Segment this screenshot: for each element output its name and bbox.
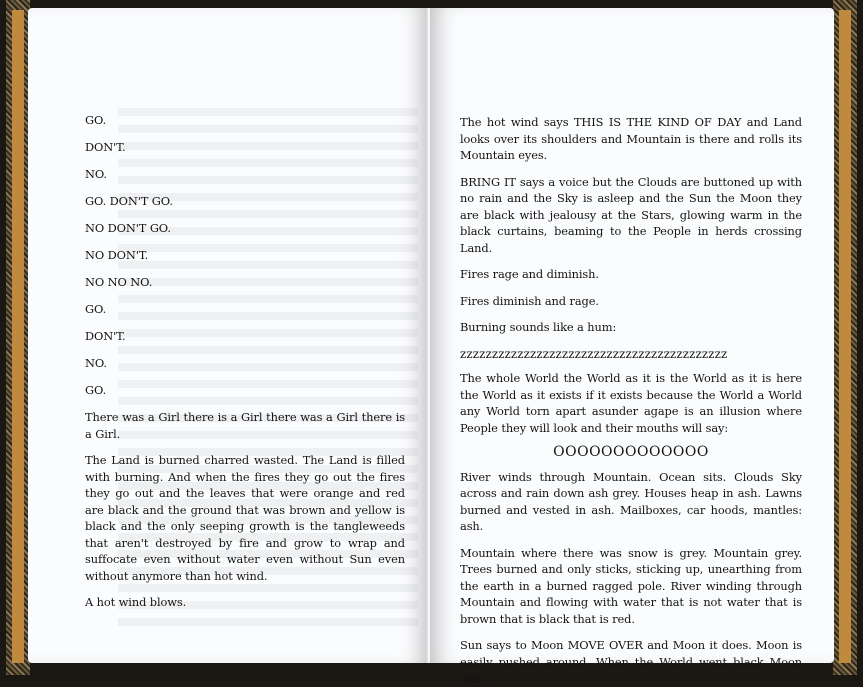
- line-zzz-hum: zzzzzzzzzzzzzzzzzzzzzzzzzzzzzzzzzzzzzzzzzz: [460, 346, 728, 361]
- paragraph-whole-world: The whole World the World as it is the World as it is here the World as it exists if it exists because the World a World any World torn apart asunder agape is an illusion where People they will look and their mouths will say:: [460, 371, 802, 435]
- right-page-text: [460, 114, 802, 687]
- line-no-dont-go: NO DON'T GO.: [85, 221, 171, 235]
- line-go-3: GO.: [85, 383, 107, 397]
- line-go-1: GO.: [85, 113, 107, 127]
- right-page: [430, 8, 834, 685]
- paragraph-hot-wind: A hot wind blows.: [85, 595, 187, 609]
- left-page-text: [85, 112, 405, 611]
- line-fires-rage: Fires rage and diminish.: [460, 267, 599, 281]
- line-go-2: GO.: [85, 302, 107, 316]
- line-dont-1: DON'T.: [85, 140, 126, 154]
- paragraph-sun-moon: Sun says to Moon MOVE OVER and Moon it does. Moon is easily pushed around. When the World went black Moon was: [460, 638, 802, 685]
- paragraph-river-winds: River winds through Mountain. Ocean sits. Clouds Sky across and rain down ash grey. Houses heap in ash. Lawns burned and vested in ash. Mailboxes, car hoods, mantles: ash.: [460, 469, 802, 533]
- line-no-no-no: NO NO NO.: [85, 275, 153, 289]
- gold-endpaper-left: [12, 10, 24, 663]
- line-no-1: NO.: [85, 167, 107, 181]
- line-dont-2: DON'T.: [85, 329, 126, 343]
- line-burning-sounds: Burning sounds like a hum:: [460, 320, 617, 334]
- paragraph-bring-it: BRING IT says a voice but the Clouds are buttoned up with no rain and the Sky is asleep and the Sun the Moon they are black with jealousy at the Stars, glowing warm in the black curtains, beaming to the People in herds crossing Land.: [460, 174, 802, 255]
- line-fires-diminish: Fires diminish and rage.: [460, 293, 599, 308]
- line-no-dont: NO DON'T.: [85, 248, 149, 262]
- line-no-2: NO.: [85, 356, 107, 370]
- gold-endpaper-right: [839, 10, 851, 663]
- left-page: [28, 8, 428, 663]
- paragraph-mountain-grey: Mountain where there was snow is grey. Mountain grey. Trees burned and only sticks, sticking up, unearthing from the earth in a burned ragged pole. River winding through Mountain and flowing with water that is not water that is brown that is black that is red.: [460, 545, 802, 626]
- paragraph-girl: There was a Girl there is a Girl there was a Girl there is a Girl.: [85, 410, 405, 441]
- paragraph-hot-wind-says: The hot wind says THIS IS THE KIND OF DAY and Land looks over its shoulders and Mountain is there and rolls its Mountain eyes.: [460, 115, 802, 162]
- line-oooo: OOOOOOOOOOOOO: [553, 444, 709, 460]
- line-go-dont-go: GO. DON'T GO.: [85, 194, 173, 208]
- paragraph-land-burned: The Land is burned charred wasted. The Land is filled with burning. And when the fires they go out the fires they go out and the leaves that were orange and red are black and the ground that was brown and yellow is black and the only seeping growth is the tangleweeds that aren't destroyed by fire and grow to wrap and suffocate even without water even without Sun even without anymore than hot wind.: [85, 453, 405, 583]
